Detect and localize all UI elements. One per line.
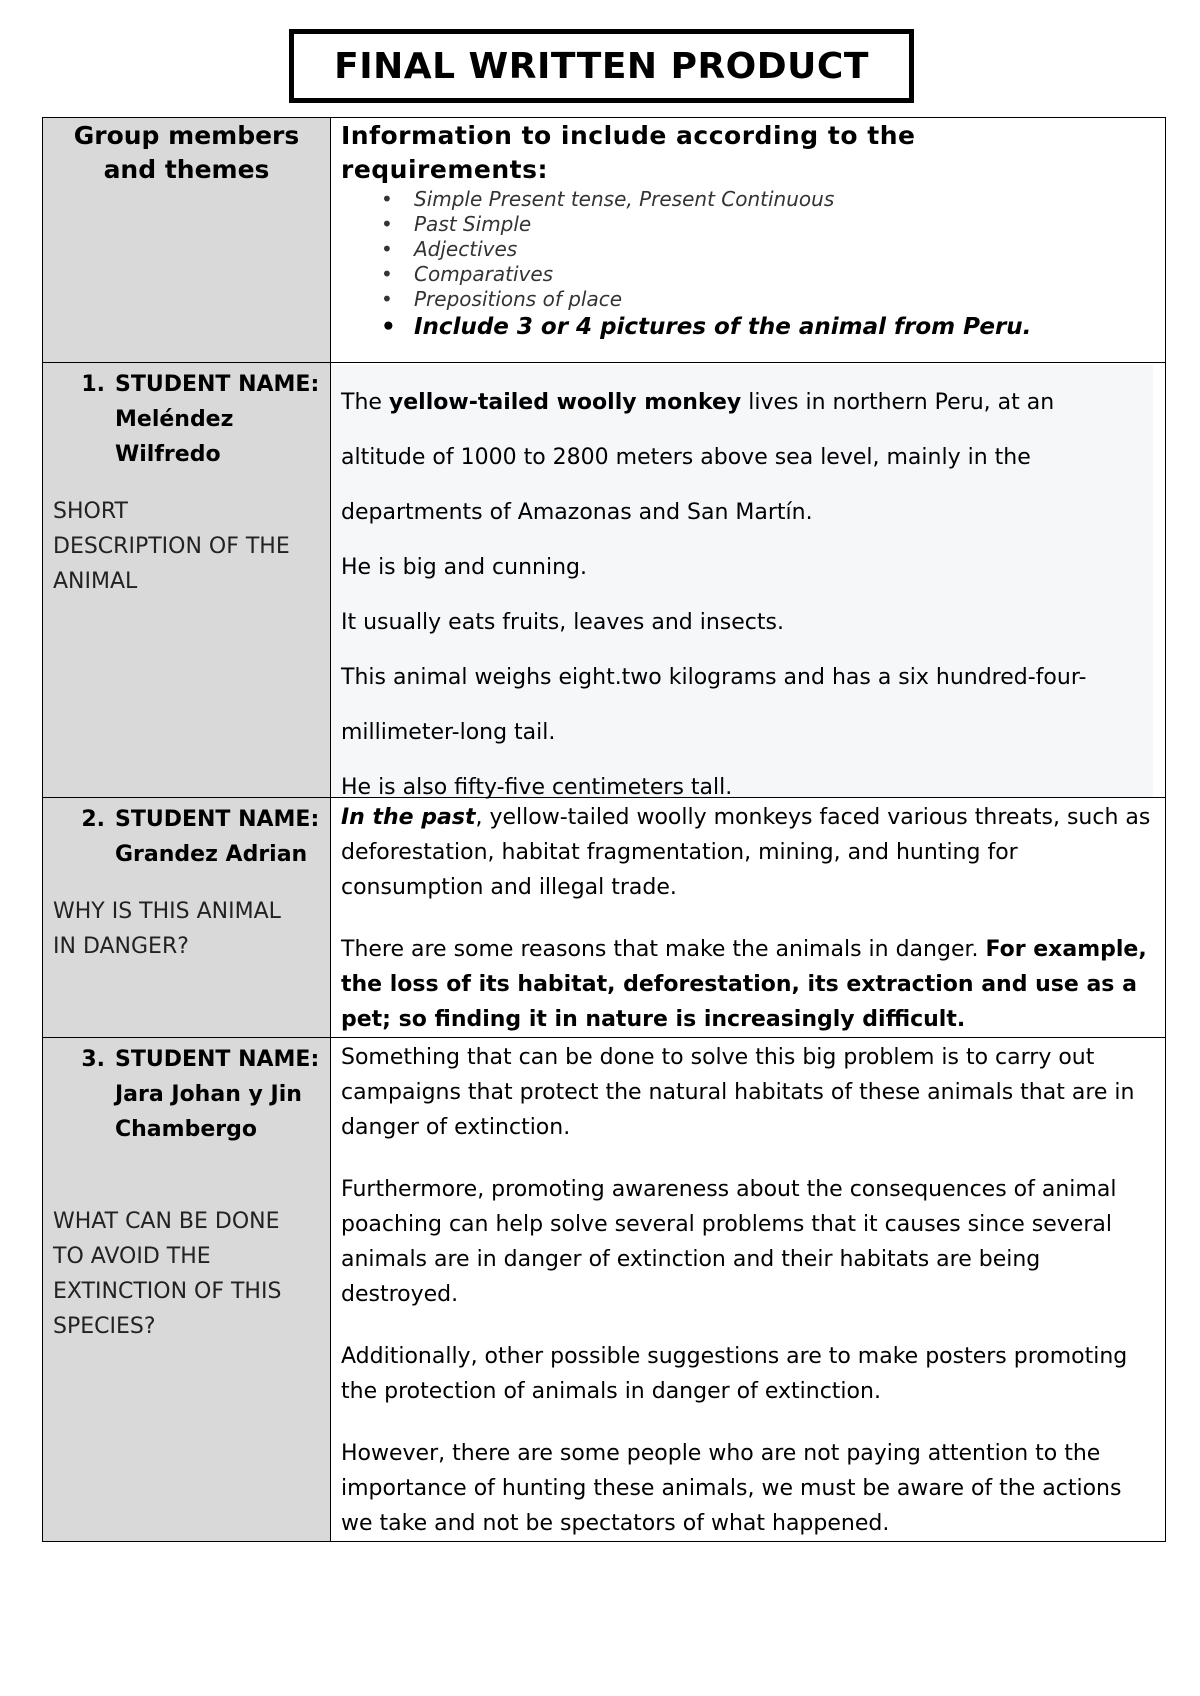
student-3-name-line1: Jara Johan y Jin <box>115 1082 302 1107</box>
student-1-paragraph-6: This animal weighs eight.two kilograms and has a six hundred-four- <box>341 665 1087 690</box>
student-3-paragraph-1: Something that can be done to solve this big problem is to carry out campaigns that protect the natural habitats of these animals that are in danger of extinction. <box>341 1045 1135 1140</box>
requirements-title-line2: requirements: <box>341 155 548 184</box>
student-1-left-cell <box>43 363 331 798</box>
student-3-theme-line3: EXTINCTION OF THIS <box>53 1279 282 1304</box>
student-3-name-line2: Chambergo <box>115 1117 257 1142</box>
student-1-paragraph-2: altitude of 1000 to 2800 meters above sea level, mainly in the <box>341 445 1031 470</box>
student-1-content-cell <box>331 363 1166 798</box>
student-1-paragraph-1: The yellow-tailed woolly monkey lives in northern Peru, at an <box>341 390 1055 415</box>
student-2-number: 2. <box>81 807 105 832</box>
student-3-theme-line1: WHAT CAN BE DONE <box>53 1209 280 1234</box>
content-table <box>42 117 1166 1542</box>
student-1-paragraph-3: departments of Amazonas and San Martín. <box>341 500 813 525</box>
student-3-theme-line2: TO AVOID THE <box>53 1244 211 1269</box>
header-right-cell <box>331 118 1166 363</box>
student-2-label: STUDENT NAME: <box>115 807 320 832</box>
student-row-1 <box>43 363 1166 798</box>
requirements-title-line1: Information to include according to the <box>341 121 916 150</box>
student-3-number: 3. <box>81 1047 105 1072</box>
header-row <box>43 118 1166 363</box>
student-2-content-cell <box>331 798 1166 1038</box>
student-2-theme-line1: WHY IS THIS ANIMAL <box>53 899 281 924</box>
requirement-item: • Past Simple <box>381 212 1165 237</box>
student-3-left-cell <box>43 1038 331 1542</box>
student-3-paragraph-2: Furthermore, promoting awareness about the consequences of animal poaching can help solve several problems that it causes since several animals are in danger of extinction and their habitats are being destroyed. <box>341 1177 1117 1307</box>
student-1-paragraph-8: He is also fifty-five centimeters tall. <box>341 775 733 800</box>
requirement-item: • Simple Present tense, Present Continuous <box>381 187 1165 212</box>
student-1-paragraph-4: He is big and cunning. <box>341 555 587 580</box>
student-2-theme-line2: IN DANGER? <box>53 934 189 959</box>
requirement-item: • Prepositions of place <box>381 287 1165 312</box>
requirement-item-pictures: • Include 3 or 4 pictures of the animal from Peru. <box>381 312 1165 342</box>
student-1-theme-line2: DESCRIPTION OF THE <box>53 534 290 559</box>
student-1-paragraph-5: It usually eats fruits, leaves and insects. <box>341 610 784 635</box>
student-2-left-cell <box>43 798 331 1038</box>
student-3-content-cell <box>331 1038 1166 1542</box>
student-3-theme-line4: SPECIES? <box>53 1314 156 1339</box>
student-1-theme-line1: SHORT <box>53 499 128 524</box>
student-1-label: STUDENT NAME: <box>115 372 320 397</box>
document-title: FINAL WRITTEN PRODUCT <box>289 29 914 103</box>
header-left-line1: Group members <box>73 121 300 150</box>
student-row-2 <box>43 798 1166 1038</box>
header-left-line2: and themes <box>103 155 270 184</box>
student-2-paragraph-1: In the past, yellow-tailed woolly monkeys faced various threats, such as deforestation, habitat fragmentation, mining, and hunting for consumption and illegal trade. <box>341 805 1151 900</box>
requirement-item: • Adjectives <box>381 237 1165 262</box>
student-3-paragraph-3: Additionally, other possible suggestions are to make posters promoting the protection of animals in danger of extinction. <box>341 1344 1128 1404</box>
student-3-label: STUDENT NAME: <box>115 1047 320 1072</box>
student-1-number: 1. <box>81 372 105 397</box>
student-1-theme-line3: ANIMAL <box>53 569 138 594</box>
student-2-name-line1: Grandez Adrian <box>115 842 308 867</box>
student-row-3 <box>43 1038 1166 1542</box>
requirements-list <box>341 187 1165 342</box>
student-1-name-line1: Meléndez <box>115 407 234 432</box>
student-1-name-line2: Wilfredo <box>115 442 221 467</box>
student-1-paragraph-7: millimeter-long tail. <box>341 720 556 745</box>
student-3-paragraph-4: However, there are some people who are not paying attention to the importance of hunting these animals, we must be aware of the actions we take and not be spectators of what happened. <box>341 1441 1122 1536</box>
requirement-item: • Comparatives <box>381 262 1165 287</box>
header-left-cell <box>43 118 331 363</box>
student-2-paragraph-2: There are some reasons that make the animals in danger. For example, the loss of its habitat, deforestation, its extraction and use as a pet; so finding it in nature is increasingly difficult. <box>341 937 1147 1032</box>
